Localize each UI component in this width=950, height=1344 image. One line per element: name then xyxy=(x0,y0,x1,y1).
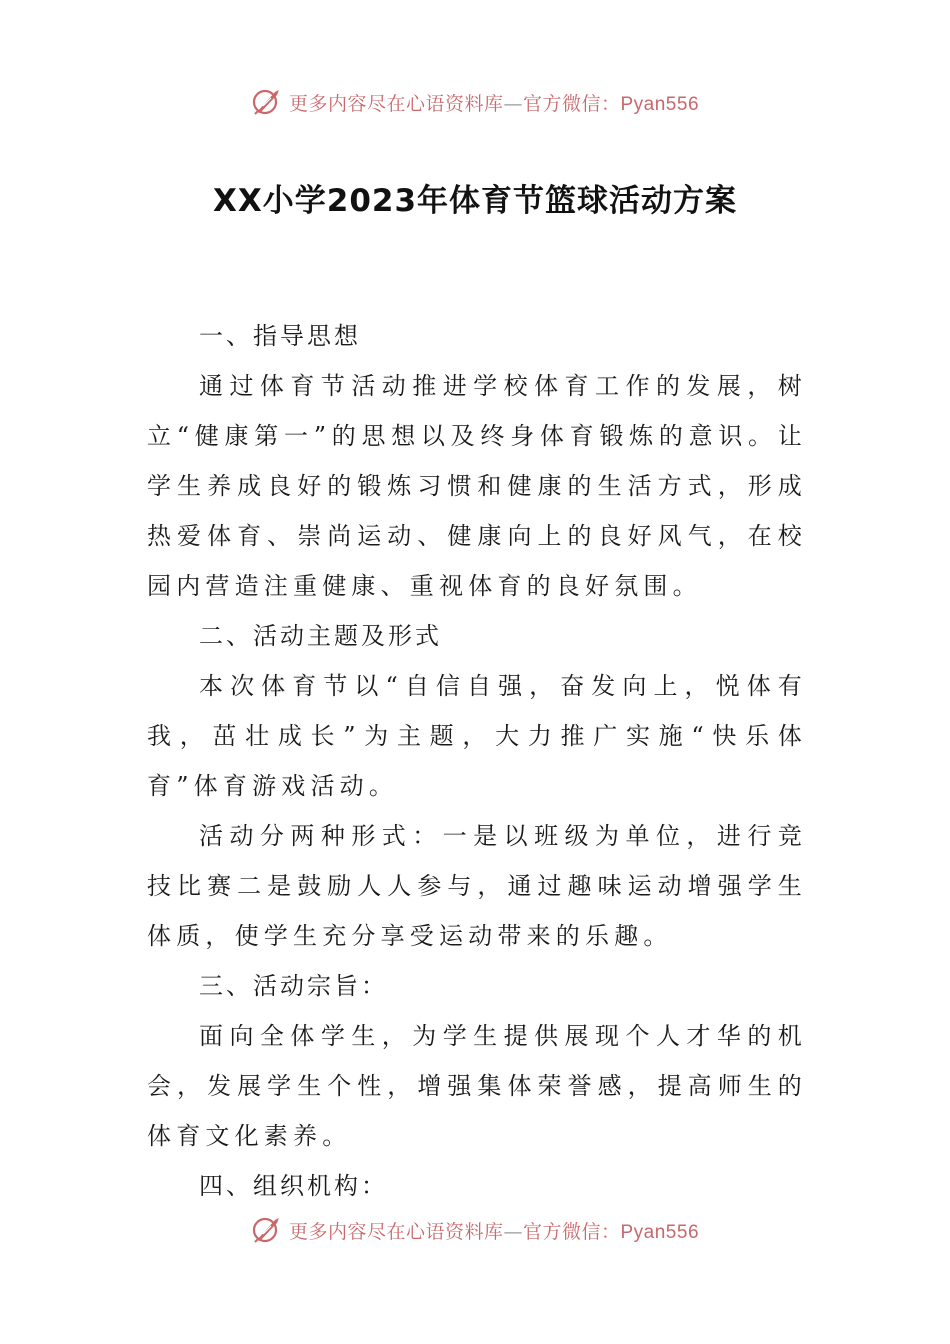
section-heading: 一、指导思想 xyxy=(199,322,361,350)
watermark-header xyxy=(0,82,950,122)
document-body xyxy=(147,311,807,1211)
watermark-text: 更多内容尽在心语资料库—官方微信：Pyan556 xyxy=(288,92,700,115)
document-title: XX小学2023年体育节篮球活动方案 xyxy=(212,183,738,219)
section-heading: 二、活动主题及形式 xyxy=(199,622,442,650)
watermark-text: 更多内容尽在心语资料库—官方微信：Pyan556 xyxy=(288,1220,700,1243)
watermark-footer xyxy=(0,1210,950,1250)
section-heading: 四、组织机构： xyxy=(199,1172,388,1200)
body-paragraph: 通过体育节活动推进学校体育工作的发展，树立“健康第一”的思想以及终身体育锻炼的意识。让学生养成良好的锻炼习惯和健康的生活方式，形成热爱体育、崇尚运动、健康向上的良好风气，在校园内营造注重健康、重视体育的良好氛围。 xyxy=(147,372,807,600)
body-paragraph: 面向全体学生，为学生提供展现个人才华的机会，发展学生个性，增强集体荣誉感，提高师生的体育文化素养。 xyxy=(147,1022,807,1150)
section-heading: 三、活动宗旨： xyxy=(199,972,388,1000)
body-paragraph: 活动分两种形式：一是以班级为单位，进行竞技比赛二是鼓励人人参与，通过趣味运动增强学生体质，使学生充分享受运动带来的乐趣。 xyxy=(147,822,807,950)
quill-pen-circle-icon xyxy=(251,1214,283,1246)
body-paragraph: 本次体育节以“自信自强，奋发向上，悦体有我，茁壮成长”为主题，大力推广实施“快乐体育”体育游戏活动。 xyxy=(147,672,807,800)
quill-pen-circle-icon xyxy=(251,86,283,118)
